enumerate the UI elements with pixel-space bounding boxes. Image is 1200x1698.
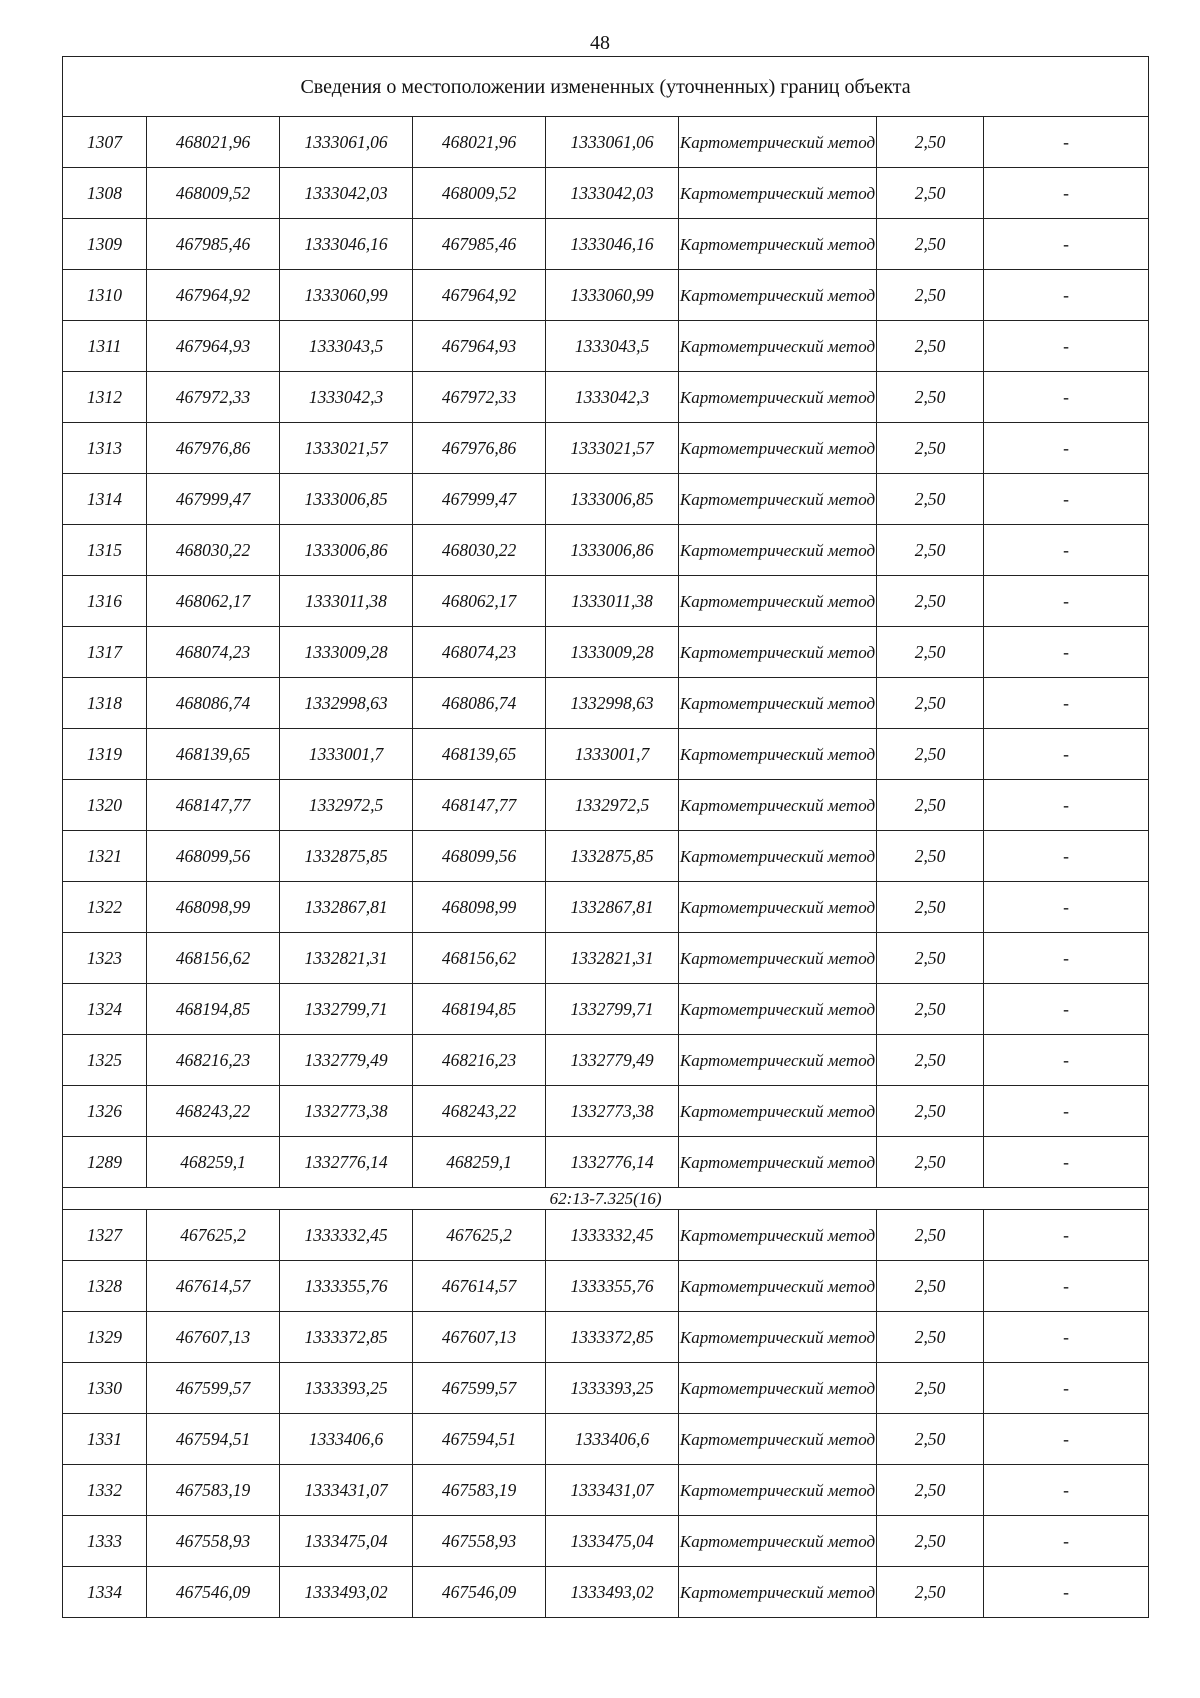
point-number-cell: 1332 [63, 1465, 147, 1516]
method-cell: Картометрический метод [679, 372, 877, 423]
section-header-row [63, 1188, 1149, 1210]
table-row [63, 780, 1149, 831]
note-cell: - [984, 1465, 1149, 1516]
y-refined-cell: 1332821,31 [546, 933, 679, 984]
y-existing-cell: 1332875,85 [280, 831, 413, 882]
y-existing-cell: 1333372,85 [280, 1312, 413, 1363]
x-refined-cell: 467558,93 [413, 1516, 546, 1567]
table-row [63, 1035, 1149, 1086]
x-existing-cell: 468216,23 [147, 1035, 280, 1086]
table-row [63, 1086, 1149, 1137]
accuracy-cell: 2,50 [877, 1086, 984, 1137]
x-existing-cell: 468139,65 [147, 729, 280, 780]
point-number-cell: 1313 [63, 423, 147, 474]
note-cell: - [984, 270, 1149, 321]
method-cell: Картометрический метод [679, 117, 877, 168]
y-existing-cell: 1332773,38 [280, 1086, 413, 1137]
method-cell: Картометрический метод [679, 1086, 877, 1137]
table-row [63, 219, 1149, 270]
accuracy-cell: 2,50 [877, 423, 984, 474]
table-row [63, 882, 1149, 933]
table-row [63, 168, 1149, 219]
y-existing-cell: 1332972,5 [280, 780, 413, 831]
x-existing-cell: 467614,57 [147, 1261, 280, 1312]
y-refined-cell: 1333431,07 [546, 1465, 679, 1516]
method-cell: Картометрический метод [679, 729, 877, 780]
table-row [63, 831, 1149, 882]
method-cell: Картометрический метод [679, 882, 877, 933]
table-row [63, 1312, 1149, 1363]
accuracy-cell: 2,50 [877, 1516, 984, 1567]
x-existing-cell: 468021,96 [147, 117, 280, 168]
point-number-cell: 1315 [63, 525, 147, 576]
x-refined-cell: 468139,65 [413, 729, 546, 780]
x-existing-cell: 467972,33 [147, 372, 280, 423]
point-number-cell: 1329 [63, 1312, 147, 1363]
note-cell: - [984, 882, 1149, 933]
note-cell: - [984, 1261, 1149, 1312]
x-existing-cell: 467964,92 [147, 270, 280, 321]
point-number-cell: 1309 [63, 219, 147, 270]
method-cell: Картометрический метод [679, 576, 877, 627]
x-refined-cell: 467625,2 [413, 1210, 546, 1261]
y-refined-cell: 1333042,3 [546, 372, 679, 423]
x-existing-cell: 467625,2 [147, 1210, 280, 1261]
x-refined-cell: 467999,47 [413, 474, 546, 525]
y-refined-cell: 1333001,7 [546, 729, 679, 780]
y-existing-cell: 1333475,04 [280, 1516, 413, 1567]
method-cell: Картометрический метод [679, 219, 877, 270]
point-number-cell: 1321 [63, 831, 147, 882]
point-number-cell: 1307 [63, 117, 147, 168]
note-cell: - [984, 219, 1149, 270]
table-row [63, 1261, 1149, 1312]
y-existing-cell: 1333009,28 [280, 627, 413, 678]
x-refined-cell: 467583,19 [413, 1465, 546, 1516]
point-number-cell: 1326 [63, 1086, 147, 1137]
table-row [63, 729, 1149, 780]
accuracy-cell: 2,50 [877, 1261, 984, 1312]
note-cell: - [984, 1363, 1149, 1414]
accuracy-cell: 2,50 [877, 525, 984, 576]
page-number: 48 [590, 32, 610, 54]
y-existing-cell: 1332776,14 [280, 1137, 413, 1188]
point-number-cell: 1314 [63, 474, 147, 525]
x-refined-cell: 467972,33 [413, 372, 546, 423]
table-row [63, 678, 1149, 729]
y-refined-cell: 1332867,81 [546, 882, 679, 933]
accuracy-cell: 2,50 [877, 678, 984, 729]
y-refined-cell: 1332773,38 [546, 1086, 679, 1137]
note-cell: - [984, 627, 1149, 678]
table-row [63, 576, 1149, 627]
section-header: 62:13-7.325(16) [63, 1188, 1149, 1210]
x-refined-cell: 467964,92 [413, 270, 546, 321]
method-cell: Картометрический метод [679, 1035, 877, 1086]
point-number-cell: 1317 [63, 627, 147, 678]
table-row [63, 1465, 1149, 1516]
accuracy-cell: 2,50 [877, 882, 984, 933]
y-existing-cell: 1333061,06 [280, 117, 413, 168]
method-cell: Картометрический метод [679, 1516, 877, 1567]
y-existing-cell: 1333006,86 [280, 525, 413, 576]
boundary-coordinates-table [62, 56, 1149, 1618]
table-row [63, 321, 1149, 372]
accuracy-cell: 2,50 [877, 474, 984, 525]
table-row [63, 1414, 1149, 1465]
accuracy-cell: 2,50 [877, 1465, 984, 1516]
accuracy-cell: 2,50 [877, 831, 984, 882]
x-refined-cell: 468216,23 [413, 1035, 546, 1086]
table-row [63, 423, 1149, 474]
note-cell: - [984, 1516, 1149, 1567]
y-refined-cell: 1333021,57 [546, 423, 679, 474]
x-existing-cell: 467999,47 [147, 474, 280, 525]
x-existing-cell: 468194,85 [147, 984, 280, 1035]
accuracy-cell: 2,50 [877, 780, 984, 831]
method-cell: Картометрический метод [679, 933, 877, 984]
method-cell: Картометрический метод [679, 525, 877, 576]
y-refined-cell: 1333009,28 [546, 627, 679, 678]
method-cell: Картометрический метод [679, 831, 877, 882]
method-cell: Картометрический метод [679, 321, 877, 372]
y-existing-cell: 1333431,07 [280, 1465, 413, 1516]
note-cell: - [984, 576, 1149, 627]
y-existing-cell: 1332867,81 [280, 882, 413, 933]
note-cell: - [984, 423, 1149, 474]
y-existing-cell: 1333355,76 [280, 1261, 413, 1312]
x-existing-cell: 468147,77 [147, 780, 280, 831]
note-cell: - [984, 831, 1149, 882]
y-refined-cell: 1332799,71 [546, 984, 679, 1035]
x-refined-cell: 468243,22 [413, 1086, 546, 1137]
table-row [63, 270, 1149, 321]
accuracy-cell: 2,50 [877, 576, 984, 627]
x-refined-cell: 467546,09 [413, 1567, 546, 1618]
y-existing-cell: 1333393,25 [280, 1363, 413, 1414]
x-refined-cell: 467964,93 [413, 321, 546, 372]
x-refined-cell: 467594,51 [413, 1414, 546, 1465]
method-cell: Картометрический метод [679, 627, 877, 678]
accuracy-cell: 2,50 [877, 1414, 984, 1465]
y-refined-cell: 1333046,16 [546, 219, 679, 270]
table-title: Сведения о местоположении измененных (уточненных) границ объекта [63, 57, 1149, 117]
point-number-cell: 1328 [63, 1261, 147, 1312]
accuracy-cell: 2,50 [877, 1363, 984, 1414]
point-number-cell: 1316 [63, 576, 147, 627]
method-cell: Картометрический метод [679, 423, 877, 474]
method-cell: Картометрический метод [679, 1261, 877, 1312]
y-refined-cell: 1333043,5 [546, 321, 679, 372]
accuracy-cell: 2,50 [877, 933, 984, 984]
accuracy-cell: 2,50 [877, 627, 984, 678]
y-existing-cell: 1333046,16 [280, 219, 413, 270]
y-refined-cell: 1333475,04 [546, 1516, 679, 1567]
y-existing-cell: 1332998,63 [280, 678, 413, 729]
y-existing-cell: 1333493,02 [280, 1567, 413, 1618]
x-refined-cell: 468062,17 [413, 576, 546, 627]
table-row [63, 627, 1149, 678]
method-cell: Картометрический метод [679, 1210, 877, 1261]
table-row [63, 372, 1149, 423]
method-cell: Картометрический метод [679, 168, 877, 219]
point-number-cell: 1327 [63, 1210, 147, 1261]
accuracy-cell: 2,50 [877, 168, 984, 219]
x-existing-cell: 468062,17 [147, 576, 280, 627]
method-cell: Картометрический метод [679, 474, 877, 525]
method-cell: Картометрический метод [679, 780, 877, 831]
accuracy-cell: 2,50 [877, 1035, 984, 1086]
table-row [63, 1363, 1149, 1414]
x-refined-cell: 467607,13 [413, 1312, 546, 1363]
note-cell: - [984, 1035, 1149, 1086]
y-refined-cell: 1333061,06 [546, 117, 679, 168]
accuracy-cell: 2,50 [877, 1567, 984, 1618]
y-refined-cell: 1332779,49 [546, 1035, 679, 1086]
x-existing-cell: 467558,93 [147, 1516, 280, 1567]
point-number-cell: 1289 [63, 1137, 147, 1188]
x-refined-cell: 468194,85 [413, 984, 546, 1035]
y-refined-cell: 1332875,85 [546, 831, 679, 882]
x-refined-cell: 468156,62 [413, 933, 546, 984]
x-existing-cell: 467599,57 [147, 1363, 280, 1414]
table-row [63, 933, 1149, 984]
method-cell: Картометрический метод [679, 1137, 877, 1188]
accuracy-cell: 2,50 [877, 117, 984, 168]
x-existing-cell: 467964,93 [147, 321, 280, 372]
accuracy-cell: 2,50 [877, 1312, 984, 1363]
method-cell: Картометрический метод [679, 1465, 877, 1516]
method-cell: Картометрический метод [679, 678, 877, 729]
note-cell: - [984, 1210, 1149, 1261]
x-refined-cell: 468147,77 [413, 780, 546, 831]
y-refined-cell: 1333393,25 [546, 1363, 679, 1414]
note-cell: - [984, 525, 1149, 576]
point-number-cell: 1311 [63, 321, 147, 372]
method-cell: Картометрический метод [679, 1567, 877, 1618]
accuracy-cell: 2,50 [877, 372, 984, 423]
y-existing-cell: 1333021,57 [280, 423, 413, 474]
note-cell: - [984, 1312, 1149, 1363]
table-title-row [63, 57, 1149, 117]
note-cell: - [984, 729, 1149, 780]
note-cell: - [984, 984, 1149, 1035]
y-refined-cell: 1333355,76 [546, 1261, 679, 1312]
note-cell: - [984, 372, 1149, 423]
point-number-cell: 1323 [63, 933, 147, 984]
method-cell: Картометрический метод [679, 1312, 877, 1363]
point-number-cell: 1324 [63, 984, 147, 1035]
x-existing-cell: 468009,52 [147, 168, 280, 219]
y-refined-cell: 1333060,99 [546, 270, 679, 321]
table-row [63, 117, 1149, 168]
x-refined-cell: 468259,1 [413, 1137, 546, 1188]
x-refined-cell: 468021,96 [413, 117, 546, 168]
point-number-cell: 1331 [63, 1414, 147, 1465]
y-refined-cell: 1333042,03 [546, 168, 679, 219]
x-existing-cell: 468243,22 [147, 1086, 280, 1137]
y-existing-cell: 1333006,85 [280, 474, 413, 525]
x-existing-cell: 467546,09 [147, 1567, 280, 1618]
point-number-cell: 1318 [63, 678, 147, 729]
method-cell: Картометрический метод [679, 984, 877, 1035]
x-refined-cell: 468086,74 [413, 678, 546, 729]
accuracy-cell: 2,50 [877, 984, 984, 1035]
accuracy-cell: 2,50 [877, 219, 984, 270]
table-row [63, 984, 1149, 1035]
x-refined-cell: 467976,86 [413, 423, 546, 474]
method-cell: Картометрический метод [679, 1414, 877, 1465]
point-number-cell: 1308 [63, 168, 147, 219]
note-cell: - [984, 1137, 1149, 1188]
y-existing-cell: 1333011,38 [280, 576, 413, 627]
x-existing-cell: 467583,19 [147, 1465, 280, 1516]
x-existing-cell: 468086,74 [147, 678, 280, 729]
x-existing-cell: 467594,51 [147, 1414, 280, 1465]
y-existing-cell: 1333001,7 [280, 729, 413, 780]
x-refined-cell: 468098,99 [413, 882, 546, 933]
x-existing-cell: 468098,99 [147, 882, 280, 933]
table-row [63, 1516, 1149, 1567]
y-refined-cell: 1332998,63 [546, 678, 679, 729]
point-number-cell: 1334 [63, 1567, 147, 1618]
x-refined-cell: 468030,22 [413, 525, 546, 576]
note-cell: - [984, 1414, 1149, 1465]
x-refined-cell: 467985,46 [413, 219, 546, 270]
accuracy-cell: 2,50 [877, 1137, 984, 1188]
y-existing-cell: 1332821,31 [280, 933, 413, 984]
x-refined-cell: 468099,56 [413, 831, 546, 882]
point-number-cell: 1312 [63, 372, 147, 423]
point-number-cell: 1325 [63, 1035, 147, 1086]
accuracy-cell: 2,50 [877, 270, 984, 321]
y-refined-cell: 1333372,85 [546, 1312, 679, 1363]
y-existing-cell: 1333060,99 [280, 270, 413, 321]
x-refined-cell: 467614,57 [413, 1261, 546, 1312]
table-row [63, 1567, 1149, 1618]
y-existing-cell: 1333042,3 [280, 372, 413, 423]
method-cell: Картометрический метод [679, 1363, 877, 1414]
accuracy-cell: 2,50 [877, 1210, 984, 1261]
x-existing-cell: 467976,86 [147, 423, 280, 474]
point-number-cell: 1330 [63, 1363, 147, 1414]
note-cell: - [984, 1567, 1149, 1618]
x-refined-cell: 468074,23 [413, 627, 546, 678]
note-cell: - [984, 321, 1149, 372]
x-existing-cell: 467607,13 [147, 1312, 280, 1363]
x-existing-cell: 467985,46 [147, 219, 280, 270]
point-number-cell: 1320 [63, 780, 147, 831]
table-row [63, 525, 1149, 576]
y-refined-cell: 1333406,6 [546, 1414, 679, 1465]
note-cell: - [984, 1086, 1149, 1137]
y-existing-cell: 1333043,5 [280, 321, 413, 372]
table-row [63, 1137, 1149, 1188]
y-refined-cell: 1333332,45 [546, 1210, 679, 1261]
y-refined-cell: 1332776,14 [546, 1137, 679, 1188]
accuracy-cell: 2,50 [877, 321, 984, 372]
x-refined-cell: 468009,52 [413, 168, 546, 219]
note-cell: - [984, 117, 1149, 168]
table-row [63, 1210, 1149, 1261]
point-number-cell: 1310 [63, 270, 147, 321]
point-number-cell: 1322 [63, 882, 147, 933]
accuracy-cell: 2,50 [877, 729, 984, 780]
y-refined-cell: 1332972,5 [546, 780, 679, 831]
x-existing-cell: 468074,23 [147, 627, 280, 678]
y-existing-cell: 1333042,03 [280, 168, 413, 219]
x-existing-cell: 468030,22 [147, 525, 280, 576]
y-refined-cell: 1333493,02 [546, 1567, 679, 1618]
note-cell: - [984, 933, 1149, 984]
y-existing-cell: 1333406,6 [280, 1414, 413, 1465]
y-refined-cell: 1333006,85 [546, 474, 679, 525]
x-refined-cell: 467599,57 [413, 1363, 546, 1414]
y-existing-cell: 1332779,49 [280, 1035, 413, 1086]
note-cell: - [984, 678, 1149, 729]
x-existing-cell: 468259,1 [147, 1137, 280, 1188]
method-cell: Картометрический метод [679, 270, 877, 321]
x-existing-cell: 468156,62 [147, 933, 280, 984]
note-cell: - [984, 474, 1149, 525]
note-cell: - [984, 168, 1149, 219]
y-existing-cell: 1332799,71 [280, 984, 413, 1035]
y-existing-cell: 1333332,45 [280, 1210, 413, 1261]
x-existing-cell: 468099,56 [147, 831, 280, 882]
y-refined-cell: 1333011,38 [546, 576, 679, 627]
point-number-cell: 1333 [63, 1516, 147, 1567]
note-cell: - [984, 780, 1149, 831]
point-number-cell: 1319 [63, 729, 147, 780]
y-refined-cell: 1333006,86 [546, 525, 679, 576]
table-row [63, 474, 1149, 525]
